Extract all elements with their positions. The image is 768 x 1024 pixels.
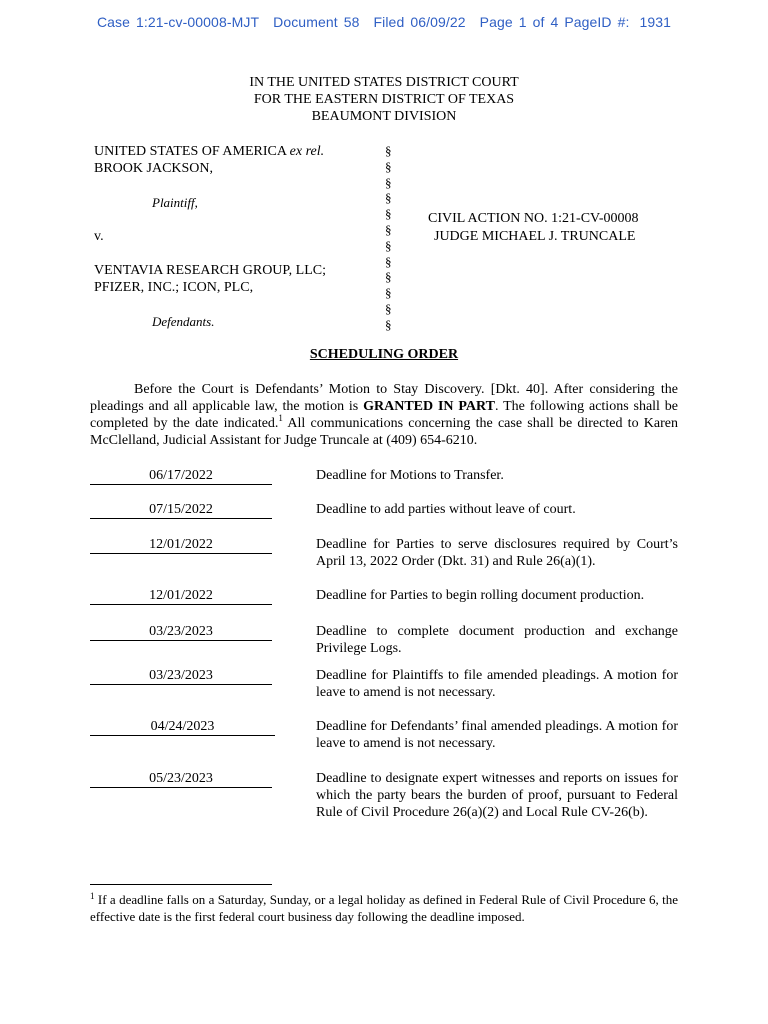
court-heading [0, 74, 768, 125]
document-number: Document 58 [273, 14, 360, 30]
deadline-date: 12/01/2022 [90, 536, 272, 554]
intro-text-1: Before the Court is Defendants’ Motion to Stay Discovery. [Dkt. 40]. After considering the pleadings and all applicable law, the motion is [90, 382, 678, 414]
case-number: Case 1:21-cv-00008-MJT [96, 14, 260, 30]
section-symbol: § [385, 206, 392, 222]
versus: v. [94, 229, 104, 244]
civil-action-number: CIVIL ACTION NO. 1:21-CV-00008 [428, 211, 639, 226]
deadline-description: Deadline for Parties to serve disclosures required by Court’s April 13, 2022 Order (Dkt. 31) and Rule 26(a)(1). [316, 537, 678, 569]
section-symbol: § [385, 190, 392, 206]
deadline-date: 03/23/2023 [90, 667, 272, 685]
intro-paragraph [90, 381, 678, 449]
granted-in-part: GRANTED IN PART [363, 399, 495, 414]
footnote-reference: 1 [278, 413, 283, 423]
deadline-description: Deadline to designate expert witnesses and reports on issues for which the party bears the burden of proof, pursuant to Federal Rule of Civil Procedure 26(a)(2) and Local Rule CV-26(b). [316, 771, 678, 820]
section-symbol: § [385, 285, 392, 301]
deadline-date: 04/24/2023 [90, 718, 275, 736]
plaintiff-name-line-2: BROOK JACKSON, [94, 161, 214, 176]
plaintiff-name-line-1 [94, 143, 384, 160]
page-label: Page 1 of 4 PageID #: [479, 14, 630, 30]
deadline-description: Deadline to add parties without leave of court. [316, 502, 576, 517]
section-symbol: § [385, 143, 392, 158]
deadline-date: 05/23/2023 [90, 770, 272, 788]
deadline-date: 12/01/2022 [90, 587, 272, 605]
section-symbol: § [385, 300, 392, 316]
deadline-description: Deadline for Motions to Transfer. [316, 468, 504, 483]
judge-name: JUDGE MICHAEL J. TRUNCALE [434, 229, 636, 244]
defendant-name-line-2: PFIZER, INC.; ICON, PLC, [94, 280, 254, 295]
deadline-description: Deadline for Defendants’ final amended pleadings. A motion for leave to amend is not necessary. [316, 719, 678, 751]
section-symbol: § [385, 316, 392, 332]
plaintiff-role: Plaintiff, [152, 195, 198, 210]
footnote-number: 1 [90, 891, 95, 901]
deadline-description: Deadline for Parties to begin rolling document production. [316, 588, 645, 603]
ecf-header [0, 14, 768, 30]
ex-rel: ex rel. [289, 144, 325, 159]
case-caption-number [428, 210, 639, 246]
section-symbol: § [385, 221, 392, 237]
deadline-description: Deadline to complete document production and exchange Privilege Logs. [316, 624, 678, 656]
section-symbol: § [385, 269, 392, 285]
footnote-divider [90, 884, 272, 885]
deadline-date: 07/15/2022 [90, 501, 272, 519]
defendant-name-line-1: VENTAVIA RESEARCH GROUP, LLC; [94, 263, 326, 278]
section-symbol: § [385, 237, 392, 253]
deadline-description: Deadline for Plaintiffs to file amended pleadings. A motion for leave to amend is not necessary. [316, 668, 678, 700]
court-line-1: IN THE UNITED STATES DISTRICT COURT [249, 75, 519, 90]
intro-text-3: All communications concerning the case shall be directed to Karen McClelland, Judicial Assistant for Judge Truncale at (409) 654-6210. [90, 416, 678, 448]
court-line-3: BEAUMONT DIVISION [311, 109, 457, 124]
footnote-text: If a deadline falls on a Saturday, Sunday, or a legal holiday as defined in Federal Rule of Civil Procedure 6, the effective date is the first federal court business day following the deadline imposed. [90, 892, 678, 924]
deadline-date: 03/23/2023 [90, 623, 272, 641]
filed-date: Filed 06/09/22 [373, 14, 466, 30]
defendant-role: Defendants. [152, 314, 215, 329]
section-symbol: § [385, 174, 392, 190]
page-info [480, 14, 671, 30]
plaintiff-usa: UNITED STATES OF AMERICA [94, 144, 287, 159]
section-symbol-column [385, 143, 395, 333]
court-line-2: FOR THE EASTERN DISTRICT OF TEXAS [253, 92, 515, 107]
document-title: SCHEDULING ORDER [309, 347, 459, 362]
footnote [90, 891, 678, 925]
page-id: 1931 [639, 14, 672, 30]
case-caption-parties [94, 143, 384, 330]
intro-text-2: . The following actions shall be completed by the date indicated. [90, 399, 679, 431]
section-symbol: § [385, 158, 392, 174]
section-symbol: § [385, 253, 392, 269]
deadline-date: 06/17/2022 [90, 467, 272, 485]
